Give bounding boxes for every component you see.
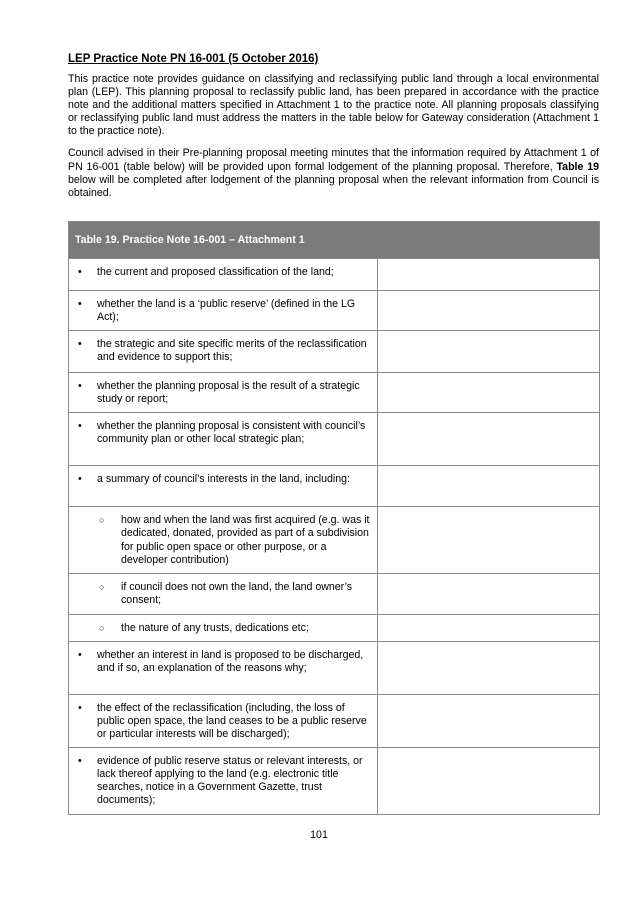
bullet-icon: • [78, 473, 82, 486]
row-text: whether the land is a ‘public reserve’ (defined in the LG Act); [97, 298, 356, 324]
table-row [69, 507, 600, 574]
bullet-icon: • [78, 420, 82, 433]
row-text: whether the planning proposal is consistent with council’s community plan or other local strategic plan; [97, 420, 366, 446]
bullet-icon: • [78, 701, 82, 714]
table-row [69, 331, 600, 373]
page-content [68, 52, 599, 209]
table-row [69, 291, 600, 331]
row-text: evidence of public reserve status or relevant interests, or lack thereof applying to the land (e.g. electronic title searches, notice in a Government Gazette, trust documents); [97, 754, 363, 807]
intro-paragraph: This practice note provides guidance on classifying and reclassifying public land through a local environmental plan (LEP). This planning proposal to reclassify public land, has been prepared in accordance with the practice note and the additional matters specified in Attachment 1 to the practice note. All planning proposals classifying or reclassifying public land must address the matters in the table below for Gateway consideration (Attachment 1 to the practice note). [68, 73, 599, 138]
row-text: whether the planning proposal is the result of a strategic study or report; [97, 380, 360, 406]
response-cell [378, 614, 600, 641]
table-row [69, 466, 600, 507]
bullet-icon: • [78, 648, 82, 661]
response-cell [378, 574, 600, 614]
table-row [69, 373, 600, 413]
bullet-icon: • [78, 380, 82, 393]
advice-text-start: Council advised in their Pre-planning proposal meeting minutes that the information required by Attachment 1 of PN 16-001 (table below) will be provided upon formal lodgement of the planning proposal. Therefore, [68, 147, 599, 173]
table-reference: Table 19 [556, 160, 600, 173]
row-text: the current and proposed classification of the land; [97, 266, 334, 278]
circle-bullet-icon: ○ [99, 582, 105, 593]
advice-text-end: below will be completed after lodgement of the planning proposal when the relevant information from Council is obtained. [68, 173, 599, 199]
bullet-icon: • [78, 298, 82, 310]
attachment-table [68, 221, 600, 815]
row-text: the strategic and site specific merits of the reclassification and evidence to support this; [97, 338, 367, 364]
response-cell [378, 507, 600, 574]
table-row [69, 574, 600, 614]
table-row [69, 614, 600, 641]
response-cell [378, 641, 600, 694]
table-row [69, 747, 600, 814]
response-cell [378, 413, 600, 466]
bullet-icon: • [78, 754, 82, 767]
response-cell [378, 694, 600, 747]
table-title: Table 19. Practice Note 16-001 – Attachment 1 [69, 222, 600, 259]
row-text: if council does not own the land, the land owner’s consent; [121, 581, 353, 607]
table-row [69, 259, 600, 291]
circle-bullet-icon: ○ [99, 622, 105, 633]
row-text: the effect of the reclassification (including, the loss of public open space, the land ceases to be a public reserve or particular interests will be discharged); [97, 701, 367, 740]
council-advice-paragraph [68, 147, 599, 199]
bullet-icon: • [78, 338, 82, 351]
row-text: how and when the land was first acquired (e.g. was it dedicated, donated, provided as part of a subdivision for public open space or other purpose, or a developer contribution) [121, 514, 370, 566]
row-text: the nature of any trusts, dedications etc; [121, 621, 309, 634]
response-cell [378, 259, 600, 291]
table-row [69, 641, 600, 694]
response-cell [378, 291, 600, 331]
page-number: 101 [310, 829, 328, 841]
table-row [69, 413, 600, 466]
row-text: whether an interest in land is proposed to be discharged, and if so, an explanation of the reasons why; [97, 648, 364, 674]
response-cell [378, 331, 600, 373]
bullet-icon: • [78, 266, 82, 278]
section-heading: LEP Practice Note PN 16-001 (5 October 2016) [68, 53, 319, 65]
circle-bullet-icon: ○ [99, 515, 105, 526]
row-text: a summary of council’s interests in the land, including: [97, 473, 351, 486]
response-cell [378, 466, 600, 507]
response-cell [378, 747, 600, 814]
table-row [69, 694, 600, 747]
response-cell [378, 373, 600, 413]
